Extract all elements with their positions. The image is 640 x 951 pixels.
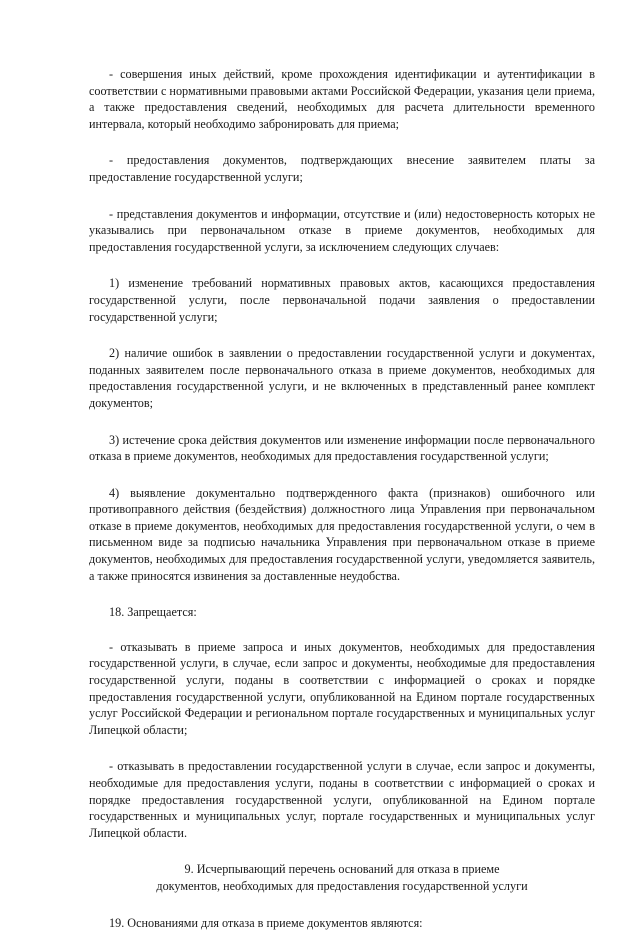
section-heading-line-2: документов, необходимых для предоставления государственной услуги (156, 878, 528, 893)
paragraph-prohibition-2: - отказывать в предоставлении государственной услуги в случае, если запрос и документы, необходимые для предоставления услуги, поданы в соответствии с информацией о сроках и порядке предоставления государственной услуги, опубликованной на Едином портале государственных и муниципальных услуг, портале государственных и муниципальных услуг Липецкой области. (89, 759, 595, 840)
paragraph-item-19: 19. Основаниями для отказа в приеме документов являются: (109, 915, 423, 930)
document-page (89, 66, 595, 951)
paragraph-case-3: 3) истечение срока действия документов или изменение информации после первоначального отказа в приеме документов, необходимых для предоставления государственной услуги; (89, 432, 595, 464)
paragraph-case-1: 1) изменение требований нормативных правовых актов, касающихся предоставления государственной услуги, после первоначальной подачи заявления о предоставлении государственной услуги; (89, 276, 595, 324)
paragraph-item-18: 18. Запрещается: (109, 605, 197, 620)
paragraph-other-actions: - совершения иных действий, кроме прохождения идентификации и аутентификации в соответствии с нормативными правовыми актами Российской Федерации, указания цели приема, а также предоставления сведений, необходимых для расчета длительности временного интервала, который необходимо забронировать для приема; (89, 67, 595, 131)
paragraph-case-4: 4) выявление документально подтвержденного факта (признаков) ошибочного или противоправного действия (бездействия) должностного лица Управления при первоначальном отказе в приеме документов, необходимых для предоставления государственной услуги, о чем в письменном виде за подписью начальника Управления при первоначальном отказе в приеме документов, необходимых для предоставления государственной услуги, уведомляется заявитель, а также приносятся извинения за доставленные неудобства. (89, 485, 595, 583)
section-heading-line-1: 9. Исчерпывающий перечень оснований для отказа в приеме (184, 862, 500, 877)
paragraph-prohibition-1: - отказывать в приеме запроса и иных документов, необходимых для предоставления государственной услуги, в случае, если запрос и документы, необходимые для предоставления государственной услуги, поданы в соответствии с информацией о сроках и порядке предоставления государственной услуги, опубликованной на Едином портале государственных услуг Российской Федерации и региональном портале государственных и муниципальных услуг Липецкой области; (89, 639, 595, 737)
section-heading (89, 861, 595, 894)
paragraph-case-2: 2) наличие ошибок в заявлении о предоставлении государственной услуги и документах, поданных заявителем после первоначального отказа в приеме документов, необходимых для предоставления государственной услуги, и не включенных в представленный ранее комплект документов; (89, 346, 595, 410)
paragraph-payment-documents: - предоставления документов, подтверждающих внесение заявителем платы за предоставление государственной услуги; (89, 153, 595, 184)
paragraph-documents-information: - представления документов и информации, отсутствие и (или) недостоверность которых не указывались при первоначальном отказе в приеме документов, необходимых для предоставления государственной услуги, за исключением следующих случаев: (89, 206, 595, 254)
